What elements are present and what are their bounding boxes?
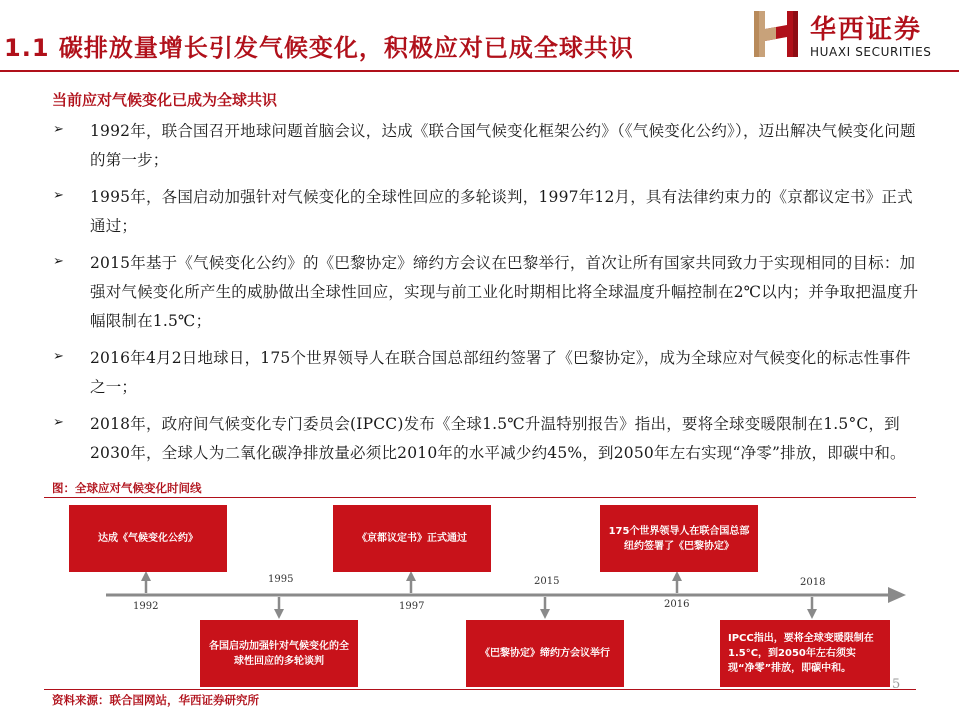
figure-bottom-rule: [44, 689, 916, 690]
list-item: [50, 249, 920, 336]
bullet-text: 1992年，联合国召开地球问题首脑会议，达成《联合国气候变化框架公约》（《气候变化公约》），迈出解决气候变化问题的第一步；: [90, 122, 916, 169]
timeline-event-2018: IPCC指出，要将全球变暖限制在1.5°C，到2050年左右须实现“净零”排放，即碳中和。: [720, 620, 890, 687]
list-item: [50, 410, 920, 468]
bullet-list: [50, 117, 920, 476]
arrow-bullet-icon: ➢: [53, 254, 64, 269]
timeline-figure: [0, 500, 959, 690]
bullet-text: 2018年，政府间气候变化专门委员会(IPCC)发布《全球1.5℃升温特别报告》指出，要将全球变暖限制在1.5°C，到2030年，全球人为二氧化碳净排放量必须比2010年的水平减少约45%，到2050年左右实现“净零”排放，即碳中和。: [90, 415, 906, 462]
source-note: 资料来源：联合国网站，华西证券研究所: [52, 693, 259, 707]
timeline-year-label: 1997: [399, 601, 425, 612]
list-item: [50, 183, 920, 241]
bullet-text: 1995年，各国启动加强针对气候变化的全球性回应的多轮谈判，1997年12月，具有法律约束力的《京都议定书》正式通过；: [90, 188, 913, 235]
page-title: 1.1 碳排放量增长引发气候变化，积极应对已成全球共识: [4, 34, 634, 62]
page-number: 5: [892, 677, 901, 692]
logo-chinese-name: 华西证券: [810, 15, 923, 45]
timeline-event-2016: 175个世界领导人在联合国总部纽约签署了《巴黎协定》: [600, 505, 758, 572]
timeline-year-label: 2015: [534, 576, 560, 587]
timeline-year-label: 1995: [268, 574, 294, 585]
timeline-year-label: 1992: [133, 601, 159, 612]
bullet-text: 2016年4月2日地球日，175个世界领导人在联合国总部纽约签署了《巴黎协定》，成为全球应对气候变化的标志性事件之一；: [90, 349, 911, 396]
figure-top-rule: [44, 497, 916, 498]
timeline-event-2015: 《巴黎协定》缔约方会议举行: [466, 620, 624, 687]
timeline-year-label: 2018: [800, 577, 826, 588]
timeline-year-label: 2016: [664, 599, 690, 610]
company-logo: [752, 7, 952, 63]
header-divider: [0, 70, 959, 72]
arrow-bullet-icon: ➢: [53, 122, 64, 137]
timeline-event-1992: 达成《气候变化公约》: [69, 505, 227, 572]
logo-english-name: HUAXI SECURITIES: [810, 45, 932, 59]
arrow-bullet-icon: ➢: [53, 188, 64, 203]
arrow-bullet-icon: ➢: [53, 415, 64, 430]
huaxi-logo-icon: [752, 7, 800, 59]
bullet-text: 2015年基于《气候变化公约》的《巴黎协定》缔约方会议在巴黎举行，首次让所有国家共同致力于实现相同的目标：加强对气候变化所产生的威胁做出全球性回应，实现与前工业化时期相比将全球温度升幅控制在2℃以内；并争取把温度升幅限制在1.5℃；: [90, 254, 919, 330]
figure-title: 图：全球应对气候变化时间线: [52, 481, 202, 495]
arrow-bullet-icon: ➢: [53, 349, 64, 364]
header: [0, 0, 959, 72]
timeline-event-1995: 各国启动加强针对气候变化的全球性回应的多轮谈判: [200, 620, 358, 687]
list-item: [50, 344, 920, 402]
timeline-arrowhead-icon: [888, 587, 906, 603]
timeline-event-1997: 《京都议定书》正式通过: [333, 505, 491, 572]
list-item: [50, 117, 920, 175]
section-subtitle: 当前应对气候变化已成为全球共识: [52, 91, 278, 109]
